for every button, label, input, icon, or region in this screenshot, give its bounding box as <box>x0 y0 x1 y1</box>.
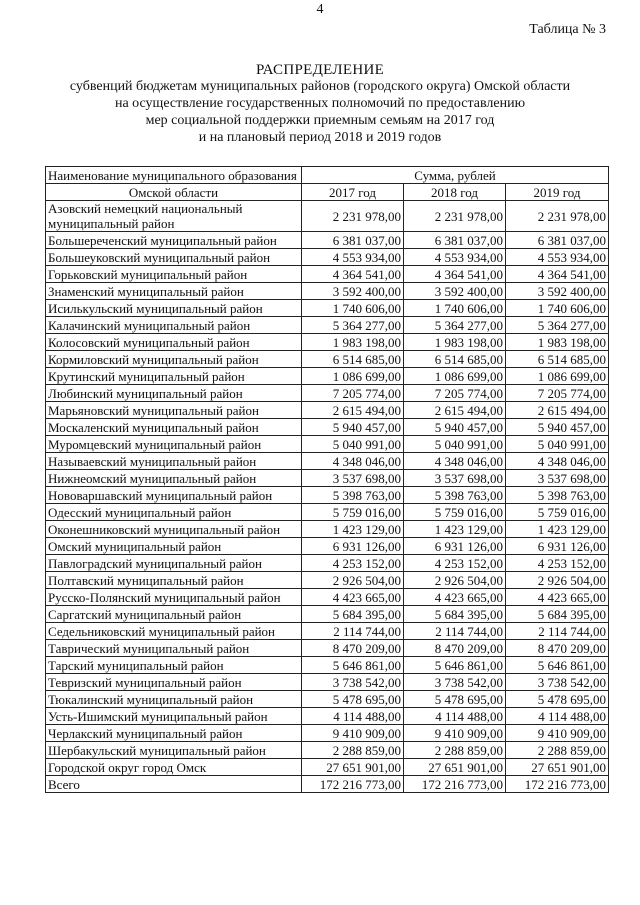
row-value-2017: 4 114 488,00 <box>302 708 404 725</box>
row-value-2017: 1 086 699,00 <box>302 368 404 385</box>
row-value-2019: 4 114 488,00 <box>506 708 609 725</box>
row-value-2018: 5 940 457,00 <box>404 419 506 436</box>
document-title: РАСПРЕДЕЛЕНИЕ <box>255 62 385 78</box>
row-value-2018: 6 514 685,00 <box>404 351 506 368</box>
row-value-2017: 5 040 991,00 <box>302 436 404 453</box>
row-name: Таврический муниципальный район <box>46 640 302 657</box>
row-value-2018: 4 114 488,00 <box>404 708 506 725</box>
row-value-2017: 1 423 129,00 <box>302 521 404 538</box>
row-value-2018: 4 348 046,00 <box>404 453 506 470</box>
table-row <box>46 572 609 589</box>
row-value-2019: 2 926 504,00 <box>506 572 609 589</box>
row-name: Исилькульский муниципальный район <box>46 300 302 317</box>
row-value-2018: 4 253 152,00 <box>404 555 506 572</box>
row-value-2017: 5 940 457,00 <box>302 419 404 436</box>
row-value-2017: 4 253 152,00 <box>302 555 404 572</box>
table-row <box>46 402 609 419</box>
header-sum: Сумма, рублей <box>302 167 609 184</box>
row-value-2019: 5 040 991,00 <box>506 436 609 453</box>
row-value-2017: 27 651 901,00 <box>302 759 404 776</box>
row-value-2019: 1 423 129,00 <box>506 521 609 538</box>
table-row <box>46 453 609 470</box>
table-body <box>46 201 609 793</box>
table-row <box>46 419 609 436</box>
row-value-2018: 6 931 126,00 <box>404 538 506 555</box>
row-value-2019: 8 470 209,00 <box>506 640 609 657</box>
table-row <box>46 385 609 402</box>
row-value-2017: 3 537 698,00 <box>302 470 404 487</box>
row-value-2019: 6 931 126,00 <box>506 538 609 555</box>
row-name: Горьковский муниципальный район <box>46 266 302 283</box>
row-name: Всего <box>46 776 302 793</box>
table-row <box>46 521 609 538</box>
row-name: Кормиловский муниципальный район <box>46 351 302 368</box>
row-value-2017: 5 759 016,00 <box>302 504 404 521</box>
row-value-2018: 4 364 541,00 <box>404 266 506 283</box>
table-row <box>46 742 609 759</box>
row-value-2017: 4 364 541,00 <box>302 266 404 283</box>
row-value-2017: 2 926 504,00 <box>302 572 404 589</box>
row-value-2019: 2 615 494,00 <box>506 402 609 419</box>
row-value-2019: 5 940 457,00 <box>506 419 609 436</box>
table-row <box>46 351 609 368</box>
row-name: Большереченский муниципальный район <box>46 232 302 249</box>
row-value-2019: 9 410 909,00 <box>506 725 609 742</box>
table-row <box>46 691 609 708</box>
table-row <box>46 266 609 283</box>
row-value-2019: 5 398 763,00 <box>506 487 609 504</box>
row-value-2018: 2 288 859,00 <box>404 742 506 759</box>
table-row <box>46 640 609 657</box>
document-subtitle <box>0 78 640 146</box>
row-value-2018: 3 537 698,00 <box>404 470 506 487</box>
row-value-2018: 4 423 665,00 <box>404 589 506 606</box>
row-value-2018: 6 381 037,00 <box>404 232 506 249</box>
row-value-2018: 2 231 978,00 <box>404 201 506 232</box>
row-name: Азовский немецкий национальный муниципальный район <box>46 201 302 232</box>
subtitle-line: и на плановый период 2018 и 2019 годов <box>198 130 442 145</box>
row-value-2018: 2 114 744,00 <box>404 623 506 640</box>
table-row <box>46 283 609 300</box>
row-value-2017: 4 553 934,00 <box>302 249 404 266</box>
row-name: Крутинский муниципальный район <box>46 368 302 385</box>
table-row <box>46 708 609 725</box>
row-value-2019: 1 740 606,00 <box>506 300 609 317</box>
row-value-2018: 1 423 129,00 <box>404 521 506 538</box>
table-row <box>46 201 609 232</box>
header-year-2018: 2018 год <box>404 184 506 201</box>
row-name: Нижнеомский муниципальный район <box>46 470 302 487</box>
table-row <box>46 368 609 385</box>
row-value-2019: 5 646 861,00 <box>506 657 609 674</box>
table-row <box>46 725 609 742</box>
row-name: Марьяновский муниципальный район <box>46 402 302 419</box>
row-value-2017: 172 216 773,00 <box>302 776 404 793</box>
row-value-2017: 2 231 978,00 <box>302 201 404 232</box>
row-name: Знаменский муниципальный район <box>46 283 302 300</box>
table-row <box>46 623 609 640</box>
table-row <box>46 657 609 674</box>
row-value-2019: 5 364 277,00 <box>506 317 609 334</box>
row-value-2018: 5 040 991,00 <box>404 436 506 453</box>
row-value-2019: 1 983 198,00 <box>506 334 609 351</box>
row-value-2017: 3 592 400,00 <box>302 283 404 300</box>
row-value-2019: 6 514 685,00 <box>506 351 609 368</box>
table-row <box>46 589 609 606</box>
row-value-2019: 2 114 744,00 <box>506 623 609 640</box>
row-value-2019: 1 086 699,00 <box>506 368 609 385</box>
table-row <box>46 606 609 623</box>
row-name: Усть-Ишимский муниципальный район <box>46 708 302 725</box>
row-value-2018: 4 553 934,00 <box>404 249 506 266</box>
table-row <box>46 300 609 317</box>
table-row <box>46 470 609 487</box>
row-name: Шербакульский муниципальный район <box>46 742 302 759</box>
table-row <box>46 317 609 334</box>
header-name-line1: Наименование муниципального образования <box>46 167 302 184</box>
row-name: Колосовский муниципальный район <box>46 334 302 351</box>
row-name: Называевский муниципальный район <box>46 453 302 470</box>
table-row <box>46 334 609 351</box>
row-value-2017: 2 114 744,00 <box>302 623 404 640</box>
row-value-2019: 6 381 037,00 <box>506 232 609 249</box>
row-value-2018: 5 646 861,00 <box>404 657 506 674</box>
row-name: Тевризский муниципальный район <box>46 674 302 691</box>
row-value-2017: 2 288 859,00 <box>302 742 404 759</box>
table-row <box>46 504 609 521</box>
row-name: Полтавский муниципальный район <box>46 572 302 589</box>
row-value-2019: 4 423 665,00 <box>506 589 609 606</box>
row-value-2017: 5 684 395,00 <box>302 606 404 623</box>
table-row <box>46 538 609 555</box>
row-value-2017: 3 738 542,00 <box>302 674 404 691</box>
row-value-2019: 4 348 046,00 <box>506 453 609 470</box>
row-value-2017: 4 348 046,00 <box>302 453 404 470</box>
row-value-2018: 3 592 400,00 <box>404 283 506 300</box>
subtitle-line: мер социальной поддержки приемным семьям на 2017 год <box>145 113 495 128</box>
row-value-2019: 5 684 395,00 <box>506 606 609 623</box>
row-value-2018: 9 410 909,00 <box>404 725 506 742</box>
table-row <box>46 232 609 249</box>
table-row <box>46 759 609 776</box>
row-value-2019: 5 759 016,00 <box>506 504 609 521</box>
row-value-2017: 9 410 909,00 <box>302 725 404 742</box>
row-value-2017: 5 646 861,00 <box>302 657 404 674</box>
row-name: Калачинский муниципальный район <box>46 317 302 334</box>
row-value-2019: 4 253 152,00 <box>506 555 609 572</box>
subtitle-line: на осуществление государственных полномочий по предоставлению <box>114 96 526 111</box>
table-row <box>46 555 609 572</box>
row-value-2017: 2 615 494,00 <box>302 402 404 419</box>
row-name: Нововаршавский муниципальный район <box>46 487 302 504</box>
row-value-2019: 4 553 934,00 <box>506 249 609 266</box>
row-name: Москаленский муниципальный район <box>46 419 302 436</box>
row-value-2018: 7 205 774,00 <box>404 385 506 402</box>
row-name: Тарский муниципальный район <box>46 657 302 674</box>
row-value-2019: 4 364 541,00 <box>506 266 609 283</box>
row-value-2017: 6 381 037,00 <box>302 232 404 249</box>
row-value-2017: 6 514 685,00 <box>302 351 404 368</box>
row-value-2017: 5 478 695,00 <box>302 691 404 708</box>
row-value-2017: 7 205 774,00 <box>302 385 404 402</box>
row-name: Саргатский муниципальный район <box>46 606 302 623</box>
row-value-2017: 8 470 209,00 <box>302 640 404 657</box>
table-row <box>46 487 609 504</box>
row-value-2017: 1 740 606,00 <box>302 300 404 317</box>
row-name: Павлоградский муниципальный район <box>46 555 302 572</box>
row-value-2017: 1 983 198,00 <box>302 334 404 351</box>
table-row <box>46 776 609 793</box>
row-value-2018: 5 364 277,00 <box>404 317 506 334</box>
row-value-2018: 172 216 773,00 <box>404 776 506 793</box>
row-value-2019: 7 205 774,00 <box>506 385 609 402</box>
row-name: Оконешниковский муниципальный район <box>46 521 302 538</box>
row-value-2018: 5 684 395,00 <box>404 606 506 623</box>
row-value-2018: 1 983 198,00 <box>404 334 506 351</box>
row-value-2019: 27 651 901,00 <box>506 759 609 776</box>
row-name: Омский муниципальный район <box>46 538 302 555</box>
row-value-2018: 8 470 209,00 <box>404 640 506 657</box>
header-year-2017: 2017 год <box>302 184 404 201</box>
page-number: 4 <box>316 2 324 17</box>
row-value-2019: 3 592 400,00 <box>506 283 609 300</box>
row-value-2019: 5 478 695,00 <box>506 691 609 708</box>
table-row <box>46 249 609 266</box>
header-year-2019: 2019 год <box>506 184 609 201</box>
row-name: Тюкалинский муниципальный район <box>46 691 302 708</box>
row-value-2017: 4 423 665,00 <box>302 589 404 606</box>
row-name: Городской округ город Омск <box>46 759 302 776</box>
row-value-2017: 5 364 277,00 <box>302 317 404 334</box>
row-value-2018: 5 398 763,00 <box>404 487 506 504</box>
row-value-2018: 27 651 901,00 <box>404 759 506 776</box>
row-value-2018: 3 738 542,00 <box>404 674 506 691</box>
row-value-2018: 5 478 695,00 <box>404 691 506 708</box>
row-value-2019: 3 738 542,00 <box>506 674 609 691</box>
row-value-2019: 2 288 859,00 <box>506 742 609 759</box>
row-name: Седельниковский муниципальный район <box>46 623 302 640</box>
subvention-table <box>45 166 609 793</box>
row-value-2019: 172 216 773,00 <box>506 776 609 793</box>
subtitle-line: субвенций бюджетам муниципальных районов (городского округа) Омской области <box>69 79 571 94</box>
row-name: Любинский муниципальный район <box>46 385 302 402</box>
row-value-2018: 1 086 699,00 <box>404 368 506 385</box>
row-value-2018: 2 926 504,00 <box>404 572 506 589</box>
row-value-2017: 6 931 126,00 <box>302 538 404 555</box>
table-row <box>46 674 609 691</box>
row-value-2018: 2 615 494,00 <box>404 402 506 419</box>
table-row <box>46 436 609 453</box>
row-name: Русско-Полянский муниципальный район <box>46 589 302 606</box>
row-name: Муромцевский муниципальный район <box>46 436 302 453</box>
row-value-2019: 3 537 698,00 <box>506 470 609 487</box>
row-value-2018: 1 740 606,00 <box>404 300 506 317</box>
row-name: Одесский муниципальный район <box>46 504 302 521</box>
row-name: Большеуковский муниципальный район <box>46 249 302 266</box>
row-value-2018: 5 759 016,00 <box>404 504 506 521</box>
header-name-line2: Омской области <box>46 184 302 201</box>
row-name: Черлакский муниципальный район <box>46 725 302 742</box>
row-value-2017: 5 398 763,00 <box>302 487 404 504</box>
table-label: Таблица № 3 <box>529 22 606 37</box>
row-value-2019: 2 231 978,00 <box>506 201 609 232</box>
